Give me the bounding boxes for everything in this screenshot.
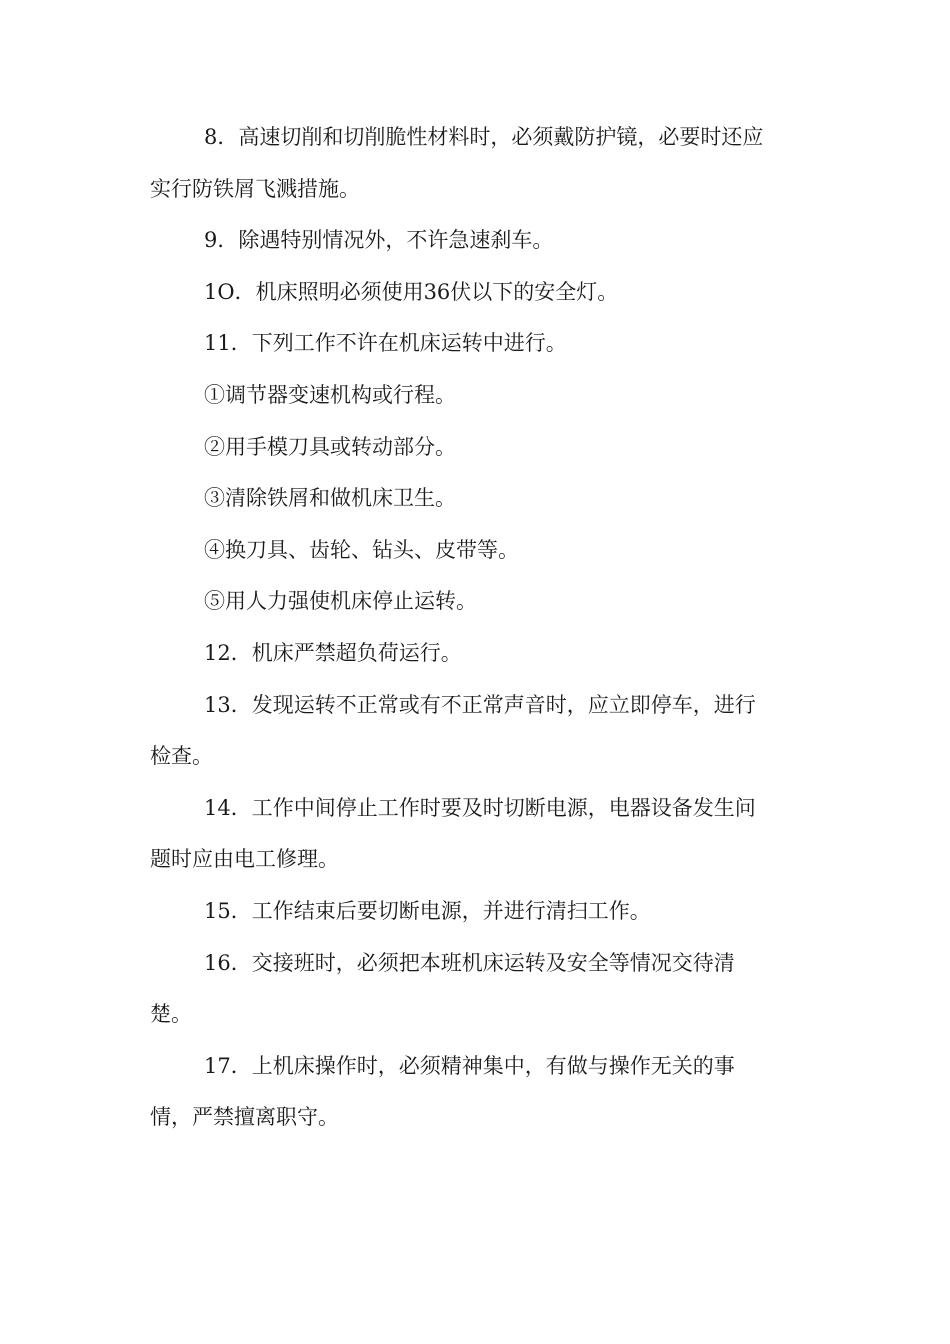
- paragraph-item-13: [150, 680, 800, 783]
- paragraph-line: ⑤用人力强使机床停止运转。: [204, 589, 477, 614]
- paragraph-item-8: [150, 112, 800, 215]
- sub-item-3: [150, 473, 800, 525]
- paragraph-line: 9．除遇特别情况外，不许急速刹车。: [204, 228, 554, 253]
- sub-item-1: [150, 370, 800, 422]
- paragraph-item-10: [150, 267, 800, 319]
- paragraph-line: 检查。: [150, 744, 213, 769]
- paragraph-item-16: [150, 938, 800, 1041]
- paragraph-line: 12．机床严禁超负荷运行。: [204, 640, 462, 665]
- paragraph-item-11: [150, 318, 800, 370]
- sub-item-2: [150, 422, 800, 474]
- paragraph-line: 13．发现运转不正常或有不正常声音时，应立即停车，进行: [204, 692, 756, 717]
- paragraph-item-15: [150, 886, 800, 938]
- paragraph-line: 1O．机床照明必须使用36伏以下的安全灯。: [204, 279, 619, 304]
- document-body: [150, 112, 800, 1144]
- paragraph-line: 17．上机床操作时，必须精神集中，有做与操作无关的事: [204, 1053, 735, 1078]
- paragraph-line: 实行防铁屑飞溅措施。: [150, 176, 360, 201]
- sub-item-5: [150, 576, 800, 628]
- paragraph-line: 11．下列工作不许在机床运转中进行。: [204, 331, 567, 356]
- paragraph-item-12: [150, 628, 800, 680]
- paragraph-line: ①调节器变速机构或行程。: [204, 382, 456, 407]
- paragraph-line: 16．交接班时，必须把本班机床运转及安全等情况交待清: [204, 950, 735, 975]
- paragraph-line: 楚。: [150, 1002, 192, 1027]
- paragraph-line: 情，严禁擅离职守。: [150, 1105, 339, 1130]
- sub-item-4: [150, 525, 800, 577]
- paragraph-item-14: [150, 783, 800, 886]
- paragraph-item-17: [150, 1041, 800, 1144]
- paragraph-line: ④换刀具、齿轮、钻头、皮带等。: [204, 537, 519, 562]
- paragraph-line: 题时应由电工修理。: [150, 847, 339, 872]
- paragraph-line: ②用手模刀具或转动部分。: [204, 434, 456, 459]
- paragraph-line: 8．高速切削和切削脆性材料时，必须戴防护镜，必要时还应: [204, 125, 764, 149]
- paragraph-line: 14．工作中间停止工作时要及时切断电源，电器设备发生问: [204, 795, 756, 820]
- paragraph-item-9: [150, 215, 800, 267]
- paragraph-line: ③清除铁屑和做机床卫生。: [204, 486, 456, 511]
- paragraph-line: 15．工作结束后要切断电源，并进行清扫工作。: [204, 898, 651, 923]
